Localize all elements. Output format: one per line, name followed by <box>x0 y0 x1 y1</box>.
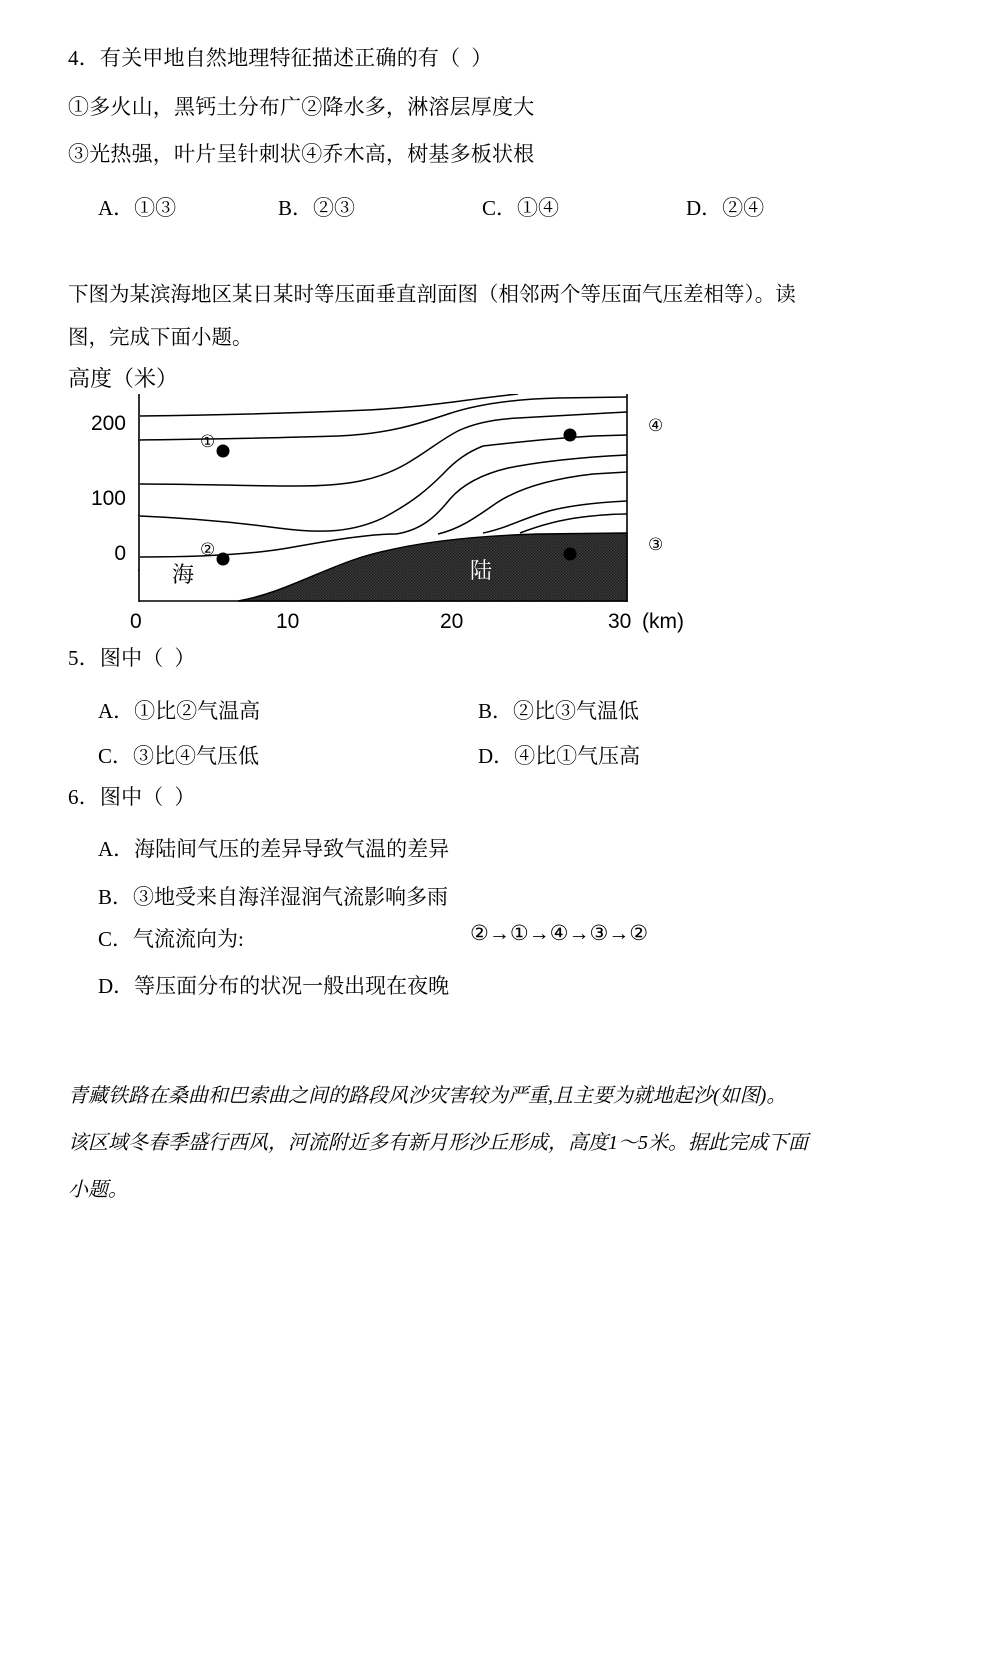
point-1-marker <box>217 445 230 458</box>
question-6-option-c-sequence: ②→①→④→③→② <box>470 921 649 945</box>
question-4-stem: 4．有关甲地自然地理特征描述正确的有（ ） <box>68 46 493 70</box>
cross-section-plot <box>138 394 628 602</box>
x-tick-0: 0 <box>130 610 142 633</box>
y-tick-100: 100 <box>90 487 126 510</box>
x-tick-20: 20 <box>440 610 464 633</box>
isobar-surface-9 <box>520 514 627 533</box>
question-6-option-a[interactable]: A．海陆间气压的差异导致气温的差异 <box>98 837 450 861</box>
sea-region-label: 海 <box>172 562 195 587</box>
closing-paragraph-line-1: 青藏铁路在桑曲和巴索曲之间的路段风沙灾害较为严重,且主要为就地起沙(如图)。 <box>68 1085 787 1107</box>
isobar-surface-3 <box>140 418 518 486</box>
isobar-surface-8 <box>483 501 627 533</box>
point-label-4: ④ <box>648 416 664 435</box>
question-4-option-a[interactable]: A．①③ <box>98 196 177 220</box>
intro-paragraph-line-2: 图，完成下面小题。 <box>68 327 253 349</box>
closing-paragraph-line-3: 小题。 <box>68 1179 128 1201</box>
land-region-label: 陆 <box>470 558 493 583</box>
question-5-option-a[interactable]: A．①比②气温高 <box>98 699 261 723</box>
closing-paragraph-line-2: 该区域冬春季盛行西风，河流附近多有新月形沙丘形成，高度1～5米。据此完成下面 <box>68 1132 808 1154</box>
isobar-surface-5 <box>140 394 518 416</box>
point-3-marker <box>564 548 577 561</box>
isobaric-cross-section-figure <box>60 362 740 637</box>
isobar-surface-1 <box>140 534 396 557</box>
question-5-option-d[interactable]: D．④比①气压高 <box>478 744 641 768</box>
y-axis-title: 高度（米） <box>68 366 179 391</box>
question-6-stem: 6．图中（ ） <box>68 785 196 809</box>
land-mass-shape <box>238 533 627 601</box>
point-label-1: ① <box>200 432 216 451</box>
question-4-option-b[interactable]: B．②③ <box>278 196 356 220</box>
y-tick-0: 0 <box>114 542 126 565</box>
question-6-option-d[interactable]: D．等压面分布的状况一般出现在夜晚 <box>98 974 450 998</box>
intro-paragraph-line-1: 下图为某滨海地区某日某时等压面垂直剖面图（相邻两个等压面气压差相等）。读 <box>68 284 796 306</box>
question-4-statement-1: ①多火山，黑钙土分布广②降水多，淋溶层厚度大 <box>68 95 535 119</box>
x-axis-unit: (km) <box>642 610 684 633</box>
y-tick-200: 200 <box>90 412 126 435</box>
question-4-option-c[interactable]: C．①④ <box>482 196 560 220</box>
question-5-option-b[interactable]: B．②比③气温低 <box>478 699 640 723</box>
question-4-option-d[interactable]: D．②④ <box>686 196 765 220</box>
point-2-marker <box>217 553 230 566</box>
question-6-option-b[interactable]: B．③地受来自海洋湿润气流影响多雨 <box>98 885 449 909</box>
isobar-surface-2-land <box>483 435 627 446</box>
point-4-marker <box>564 429 577 442</box>
question-4-statement-2: ③光热强，叶片呈针刺状④乔木高，树基多板状根 <box>68 142 535 166</box>
point-label-2: ② <box>200 540 216 559</box>
question-5-option-c[interactable]: C．③比④气压低 <box>98 744 260 768</box>
isobar-surface-3-land <box>518 412 627 418</box>
question-5-stem: 5．图中（ ） <box>68 646 196 670</box>
question-6-option-c[interactable]: C．气流流向为: <box>98 927 244 951</box>
x-tick-30: 30 <box>608 610 632 633</box>
point-label-3: ③ <box>648 535 664 554</box>
x-tick-10: 10 <box>276 610 300 633</box>
